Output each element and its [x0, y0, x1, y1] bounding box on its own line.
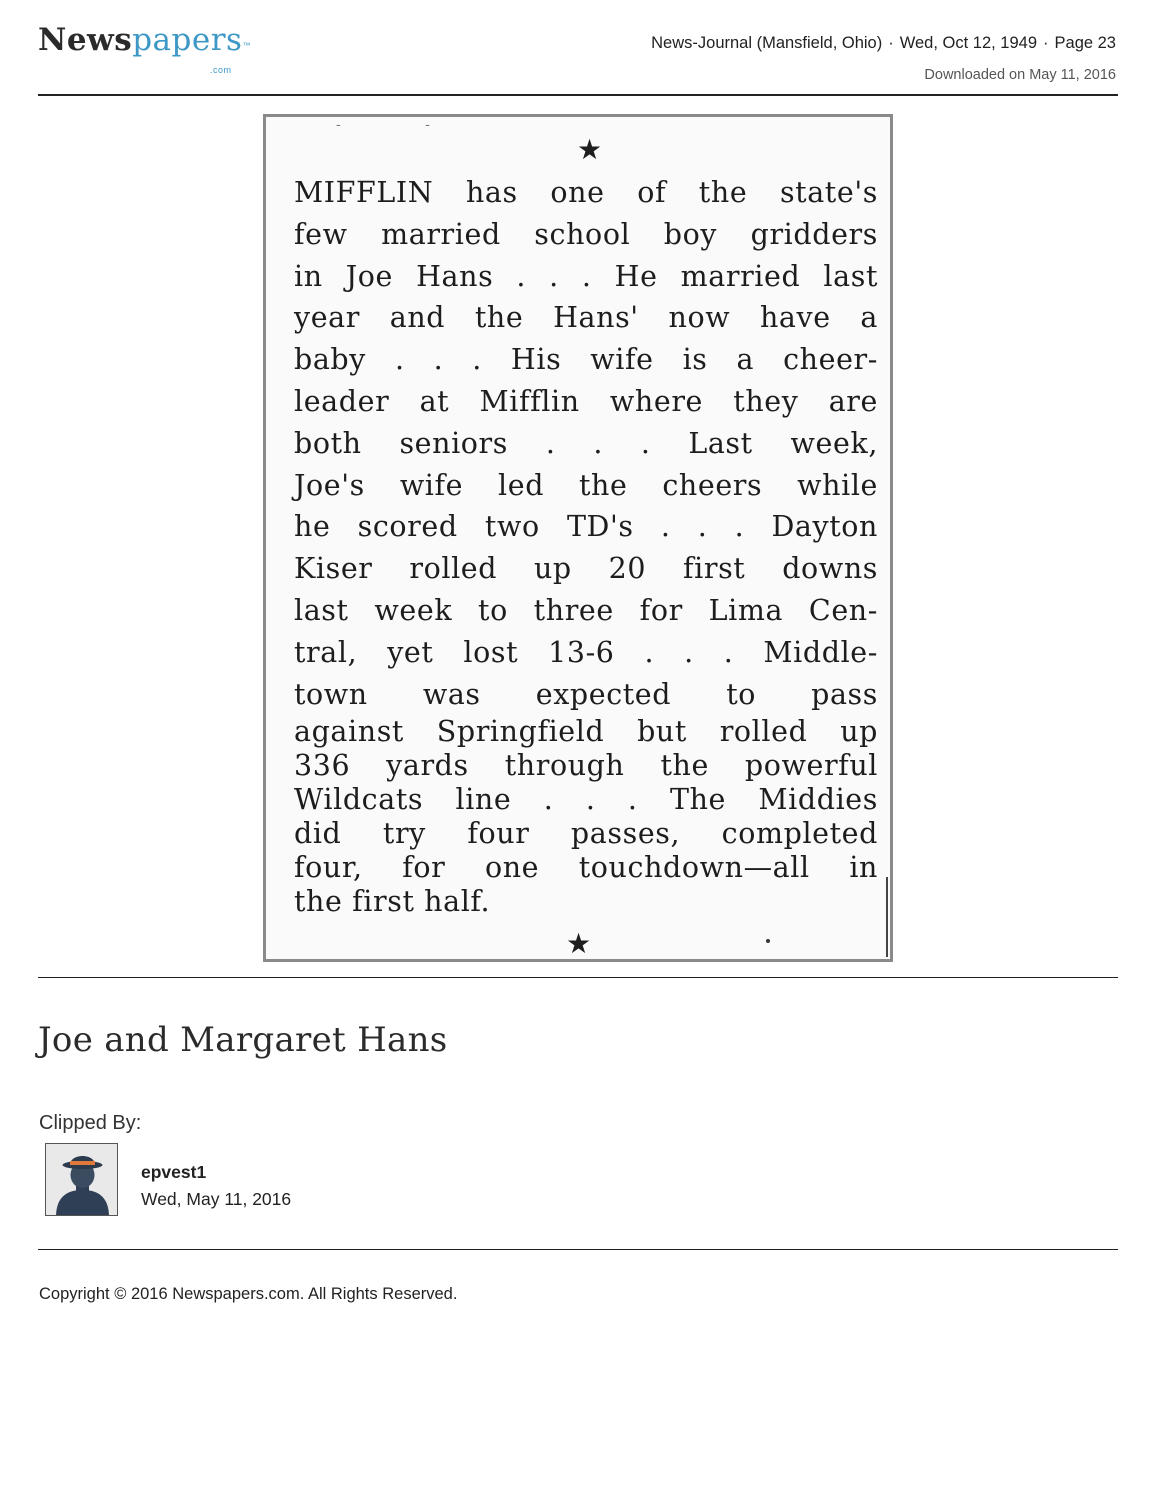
download-date: Downloaded on May 11, 2016 [924, 67, 1116, 83]
column-rule [886, 877, 888, 957]
clip-title: Joe and Margaret Hans [38, 1020, 448, 1060]
separator: · [1043, 34, 1049, 52]
clipping-text [294, 172, 878, 919]
clipping-line: four, for one touchdown—all in [294, 851, 878, 885]
username-link[interactable]: epvest1 [141, 1162, 207, 1182]
clipping-line: he scored two TD's . . . Dayton [294, 510, 878, 544]
clipping-line: leader at Mifflin where they are [294, 384, 878, 418]
logo-domain: .com [210, 65, 232, 75]
star-icon: ★ [566, 927, 592, 960]
publication-name: News-Journal (Mansfield, Ohio) [651, 34, 883, 52]
clipping-line: tral, yet lost 13-6 . . . Middle- [294, 635, 878, 669]
clipping-line: Kiser rolled up 20 first downs [294, 552, 878, 586]
newspaper-clipping [263, 114, 893, 962]
clipping-line: in Joe Hans . . . He married last [294, 259, 878, 293]
clipping-line: baby . . . His wife is a cheer- [294, 343, 878, 377]
clipping-line: both seniors . . . Last week, [294, 426, 878, 460]
clipping-line: few married school boy gridders [294, 217, 878, 251]
publication-date: Wed, Oct 12, 1949 [899, 34, 1038, 52]
clip-date: Wed, May 11, 2016 [141, 1189, 292, 1209]
publication-info [651, 34, 1116, 53]
copyright-notice: Copyright © 2016 Newspapers.com. All Rights Reserved. [39, 1285, 458, 1303]
print-speck [766, 939, 770, 943]
user-avatar-icon[interactable] [45, 1143, 118, 1216]
clipping-line: 336 yards through the powerful [294, 749, 878, 783]
header-divider [38, 94, 1118, 96]
clipping-line: last week to three for Lima Cen- [294, 593, 878, 627]
clipped-by-label: Clipped By: [39, 1112, 142, 1134]
clipping-line: Joe's wife led the cheers while [294, 468, 878, 502]
footer-divider [38, 1249, 1118, 1250]
logo-text: Newspapers [38, 22, 243, 58]
clipping-line: Wildcats line . . . The Middies [294, 783, 878, 817]
page-number: Page 23 [1054, 34, 1116, 52]
site-logo[interactable] [38, 22, 251, 75]
separator: · [888, 34, 894, 52]
clipping-line: town was expected to pass [294, 677, 878, 711]
clipping-line: did try four passes, completed [294, 817, 878, 851]
star-icon: ★ [577, 133, 603, 166]
clipping-divider [38, 977, 1118, 978]
logo-trademark: ™ [242, 41, 251, 50]
clipping-line: the first half. [294, 885, 491, 919]
clipping-line: year and the Hans' now have a [294, 301, 878, 335]
clipping-line: against Springfield but rolled up [294, 715, 878, 749]
clipping-line: MIFFLIN has one of the state's [294, 176, 878, 209]
clipping-edge-scrap: - - [336, 117, 470, 133]
